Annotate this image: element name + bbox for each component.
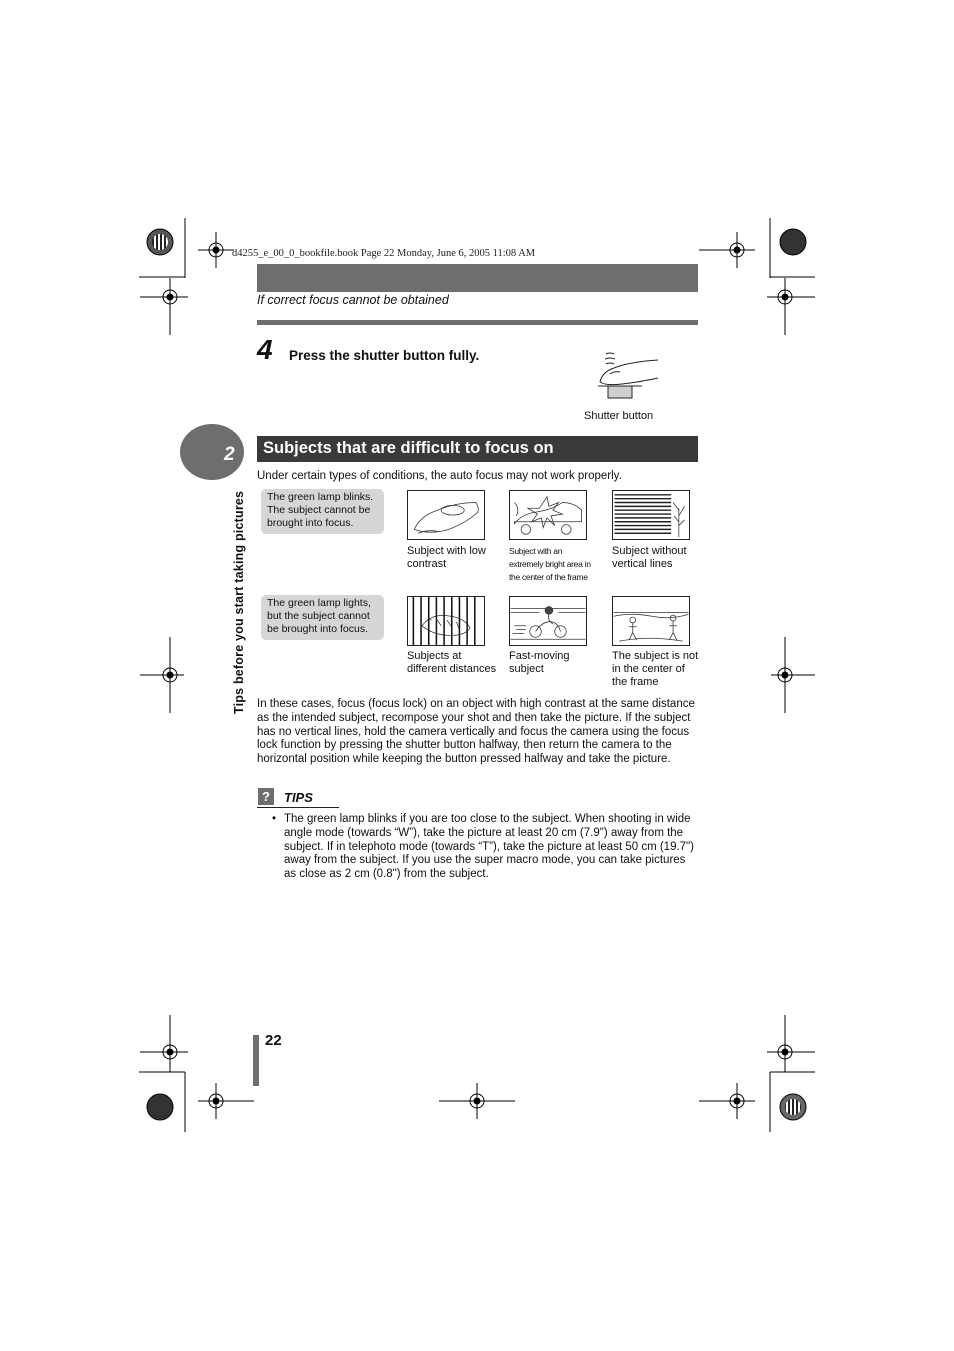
question-mark-icon: ? <box>258 788 274 805</box>
car-low-contrast-illustration <box>407 490 485 540</box>
chapter-number: 2 <box>224 444 235 465</box>
intro-text: Under certain types of conditions, the auto focus may not work properly. <box>257 470 622 482</box>
caption-different-distances: Subjects at different distances <box>407 650 497 675</box>
step-number: 4 <box>257 334 273 365</box>
tips-item: The green lamp blinks if you are too close to the subject. When shooting in wide angle mode (towards “W”), take the picture at least 20 cm (7.9") away from the subject. If in telephoto mode (towards “T”), take the picture at least 50 cm (19.7") away from the subject. If you use the super macro mode, you can take pictures as close as 2 cm (0.8") from the subject. <box>284 813 694 881</box>
shutter-button-label: Shutter button <box>584 410 654 422</box>
page-number-bar <box>253 1035 259 1086</box>
caption-no-vertical-lines: Subject without vertical lines <box>612 545 687 570</box>
section-heading: Subjects that are difficult to focus on <box>263 439 554 457</box>
step-text: Press the shutter button fully. <box>289 348 480 363</box>
caption-low-contrast: Subject with low contrast <box>407 545 486 570</box>
off-center-people-illustration <box>612 596 690 646</box>
page-number: 22 <box>265 1032 282 1049</box>
callout-lamp-blinks: The green lamp blinks. The subject cannot be brought into focus. <box>261 489 384 534</box>
finger-pressing-shutter-illustration <box>592 350 664 400</box>
car-bright-center-illustration <box>509 490 587 540</box>
tiger-behind-bars-illustration <box>407 596 485 646</box>
bullet-icon: • <box>272 813 277 825</box>
callout-lamp-lights: The green lamp lights, but the subject cannot be brought into focus. <box>261 595 384 640</box>
motorcycle-illustration <box>509 596 587 646</box>
file-header: d4255_e_00_0_bookfile.book Page 22 Monday, June 6, 2005 11:08 AM <box>232 248 536 259</box>
chapter-side-title: Tips before you start taking pictures <box>232 490 246 714</box>
horizontal-lines-illustration <box>612 490 690 540</box>
focus-lock-paragraph: In these cases, focus (focus lock) on an object with high contrast at the same distance as the intended subject, recompose your shot and then take the picture. If the subject has no vertical lines, hold the camera vertically and focus the camera using the focus lock function by pressing the shutter button halfway, then return the camera to the horizontal position while keeping the button pressed halfway and take the picture. <box>257 698 695 766</box>
section-rule <box>257 320 698 325</box>
tips-title: TIPS <box>284 790 313 805</box>
caption-bright-center: Subject with an extremely bright area in the center of the frame <box>509 546 591 582</box>
tips-underline <box>257 807 339 808</box>
section-header-bar <box>257 264 698 292</box>
caption-not-centered: The subject is not in the center of the frame <box>612 650 699 688</box>
caption-fast-moving: Fast-moving subject <box>509 650 570 675</box>
section-subtitle: If correct focus cannot be obtained <box>257 293 449 307</box>
